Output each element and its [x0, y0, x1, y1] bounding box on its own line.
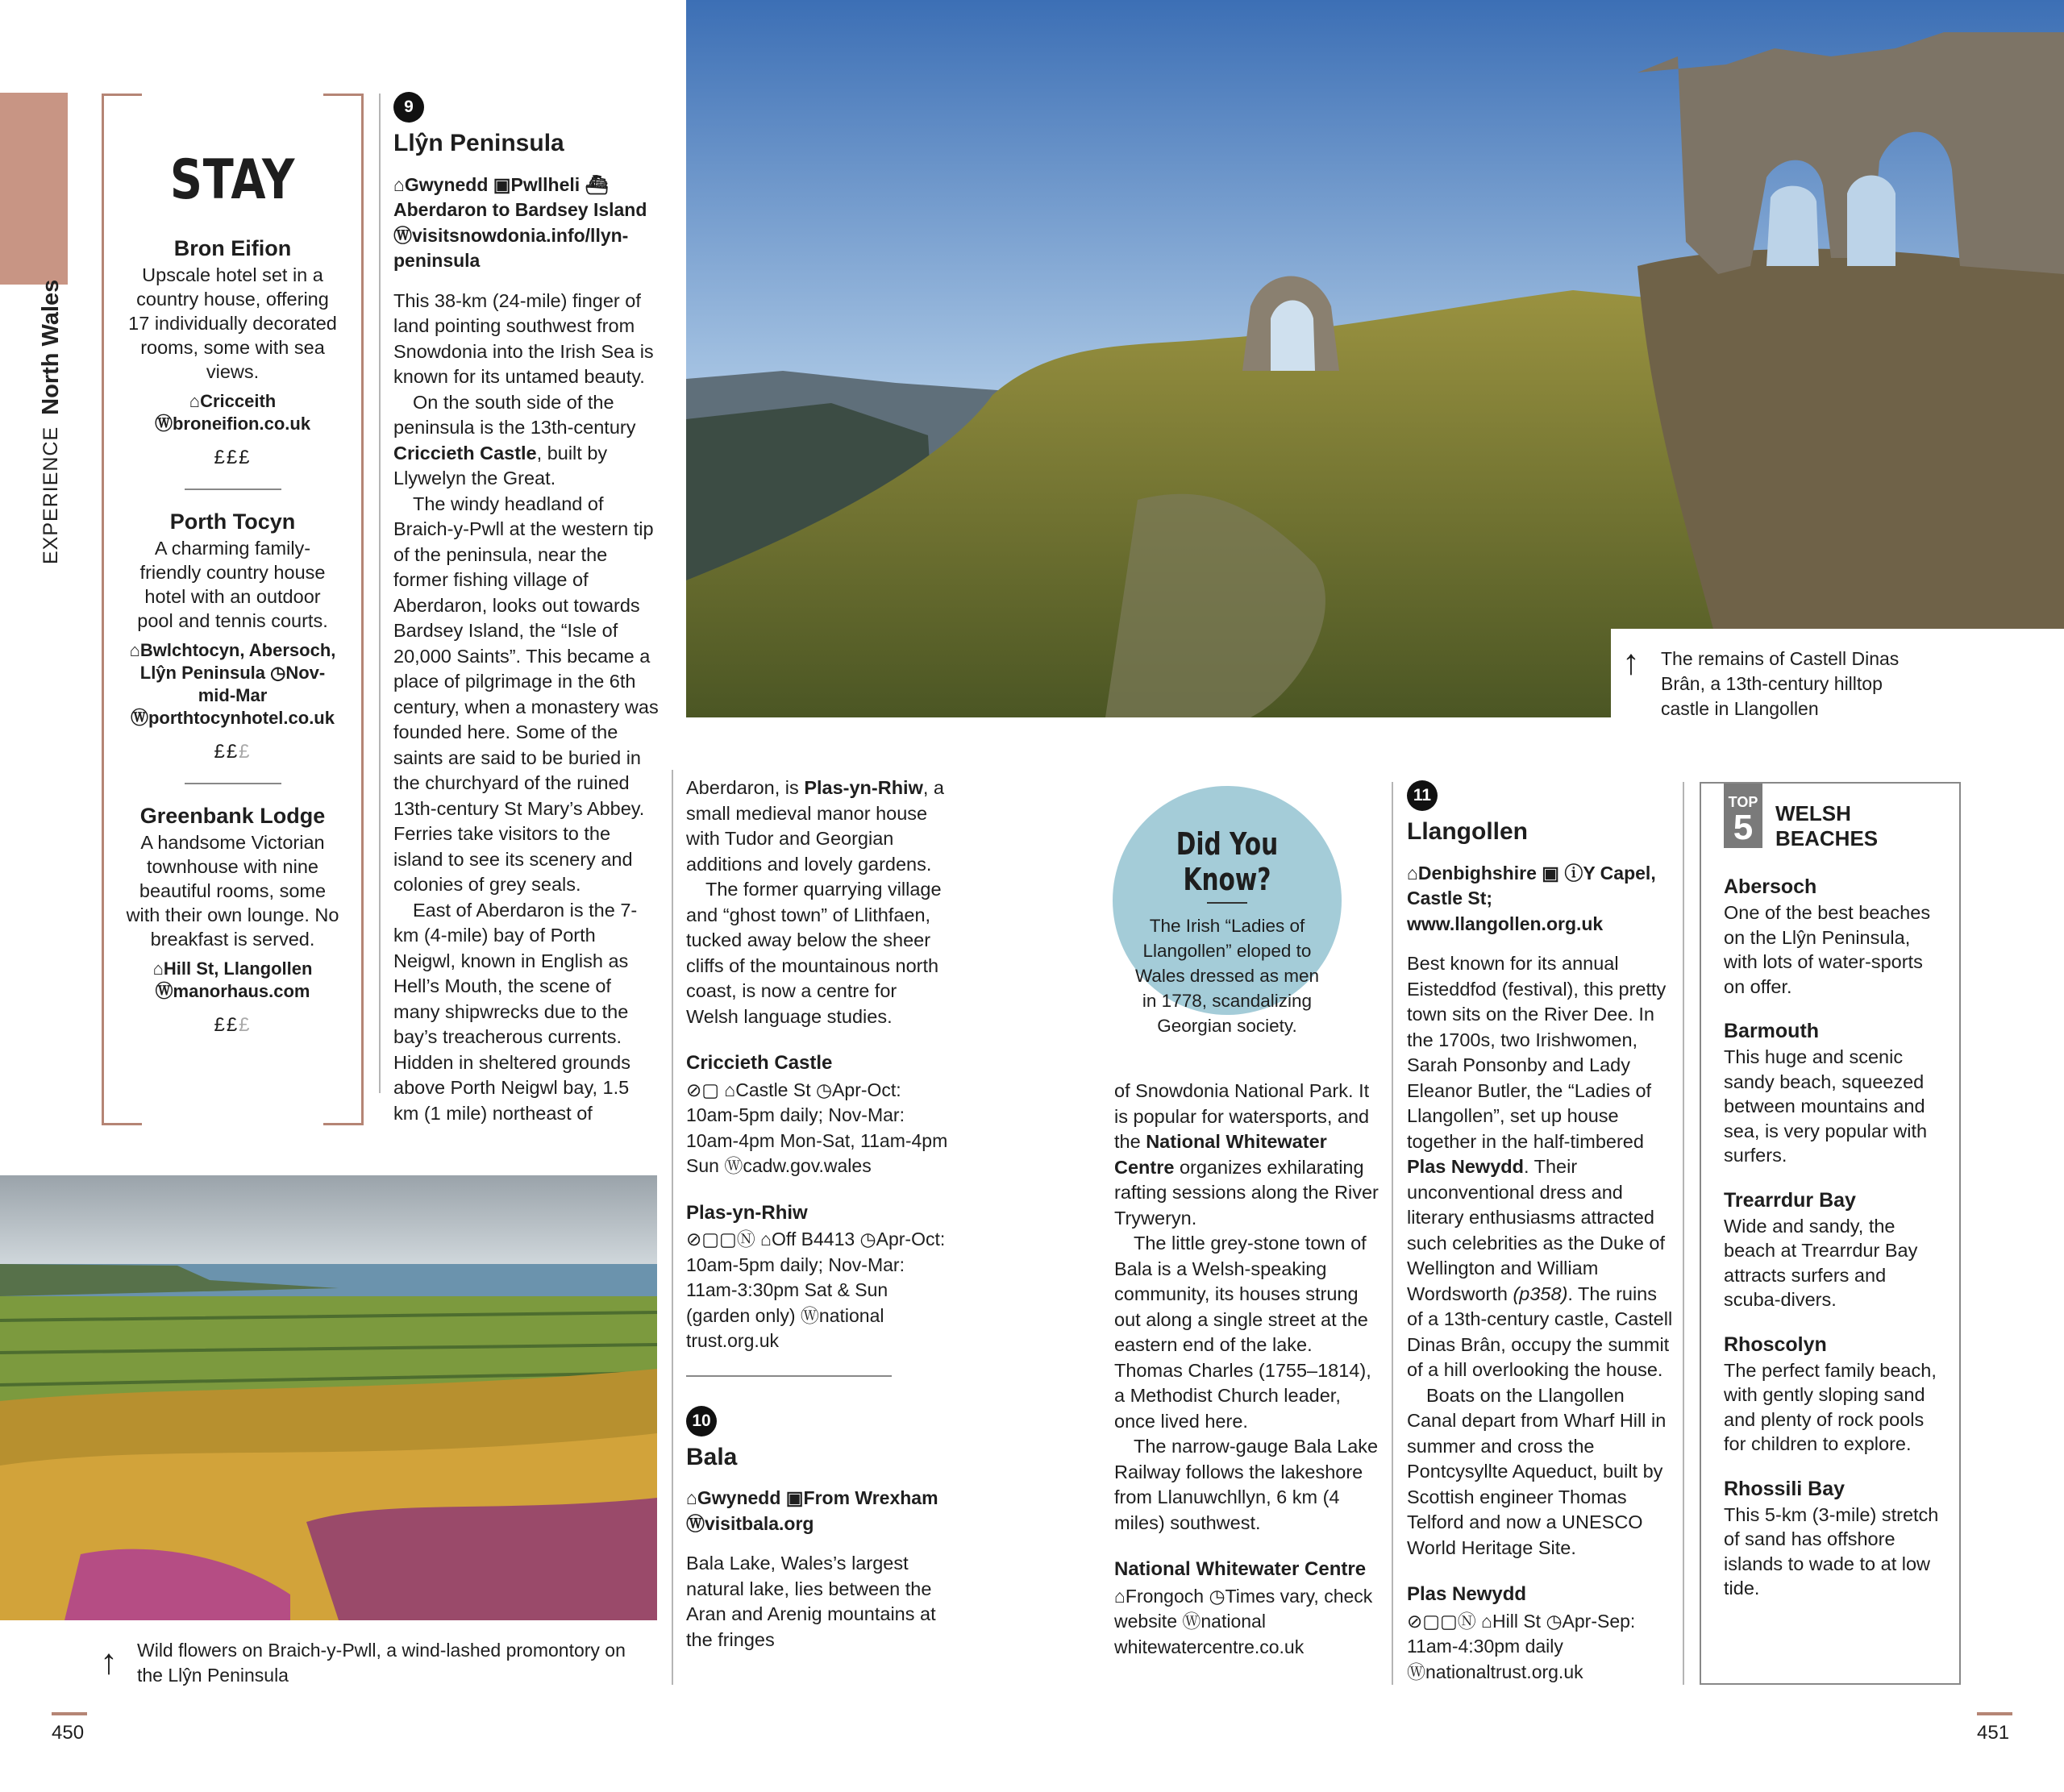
place-name: Criccieth Castle	[393, 442, 537, 464]
beach-item	[1724, 1478, 1943, 1601]
hotel-desc: A handsome Victorian townhouse with nine beautiful rooms, some with their own lounge. No breakfast is served.	[126, 832, 339, 950]
subheading: Criccieth Castle	[686, 1052, 833, 1074]
section-label	[32, 113, 69, 564]
subheading: National Whitewater Centre	[1114, 1558, 1367, 1580]
hotel-address: ⌂Hill St, Llangollen	[152, 958, 313, 979]
text: organizes exhilarating rafting sessions along the River Tryweryn.	[1114, 1156, 1379, 1229]
beach-item	[1724, 875, 1943, 999]
section-label-prefix: EXPERIENCE	[39, 426, 62, 564]
wildflowers-photo-illustration	[0, 1175, 657, 1620]
price-rating	[124, 1014, 341, 1037]
entry-info: ⊘▢▢Ⓝ ⌂Hill St ◷Apr-Sep: 11am-4:30pm daily Ⓦnationaltrust.org.uk	[1407, 1610, 1636, 1682]
page-number-rule	[1977, 1712, 2012, 1715]
entry-title: Llangollen	[1407, 818, 1528, 845]
hotel-name: Greenbank Lodge	[139, 804, 326, 828]
paragraph	[686, 775, 952, 877]
paragraph: Boats on the Llangollen Canal depart from Wharf Hill in summer and cross the Pontcysyllte Aqueduct, built by Scottish engineer Thomas Telford and now a UNESCO World Heritage Site.	[1407, 1384, 1667, 1558]
hotel-web-link[interactable]: Ⓦbroneifion.co.uk	[154, 414, 311, 434]
entry-title: Llŷn Peninsula	[393, 130, 564, 156]
did-you-know-circle	[1113, 786, 1342, 1036]
beach-name: Rhossili Bay	[1724, 1477, 1846, 1500]
text: , built by Llywelyn the Great.	[393, 442, 608, 489]
beach-desc: Wide and sandy, the beach at Trearrdur Bay attracts surfers and scuba-divers.	[1724, 1215, 1918, 1310]
divider	[686, 1375, 892, 1377]
page-number-right: 451	[1977, 1722, 2010, 1744]
col3-article	[1114, 1079, 1380, 1660]
entry-number-badge: 11	[1407, 780, 1438, 811]
paragraph: The little grey-stone town of Bala is a Welsh-speaking community, its houses strung out along a single street at the eastern end of the lake. Thomas Charles (1755–1814), a Methodist Church leader, once lived here.	[1114, 1233, 1371, 1432]
price-on: £££	[214, 447, 252, 468]
wildflowers-caption: Wild flowers on Braich-y-Pwll, a wind-lashed promontory on the Llŷn Peninsula	[137, 1640, 626, 1686]
hotel-web-link[interactable]: Ⓦmanorhaus.com	[155, 981, 310, 1001]
column-rule	[1683, 782, 1684, 1685]
divider	[1207, 902, 1247, 904]
hotel-web-link[interactable]: Ⓦporthtocynhotel.co.uk	[130, 708, 335, 728]
entry-info: ⌂Gwynedd ▣Pwllheli ⛴Aberdaron to Bardsey Island Ⓦvisitsnowdonia.info/llyn-peninsula	[393, 173, 647, 271]
beach-desc: One of the best beaches on the Llŷn Peninsula, with lots of water-sports on offer.	[1724, 902, 1931, 997]
hotel-desc: A charming family-friendly country house hotel with an outdoor pool and tennis courts.	[137, 538, 328, 631]
text: Aberdaron, is	[686, 777, 805, 798]
hotel-name: Bron Eifion	[173, 236, 292, 260]
paragraph	[1114, 1079, 1380, 1231]
hotel-address: ⌂Cricceith	[189, 391, 277, 411]
price-on: ££	[214, 741, 239, 763]
hotel-porth-tocyn	[124, 509, 341, 763]
entry-info: ⌂Frongoch ◷Times vary, check website Ⓦnational whitewatercentre.co.uk	[1114, 1585, 1373, 1657]
page-number-rule	[52, 1712, 87, 1715]
paragraph: Bala Lake, Wales’s largest natural lake, lies between the Aran and Arenig mountains at the fringes	[686, 1553, 936, 1650]
beach-name: Trearrdur Bay	[1724, 1188, 1856, 1212]
beach-name: Abersoch	[1724, 875, 1817, 898]
llangollen-article	[1407, 780, 1673, 1685]
text: Best known for its annual Eisteddfod (festival), this pretty town sits on the River Dee. In the 1700s, two Irishwomen, Sarah Ponsonby and Lady Eleanor Butler, the “Ladies of Llangollen”, set up house together in the half-timbered	[1407, 953, 1667, 1152]
hotel-address	[124, 639, 341, 707]
paragraph: The narrow-gauge Bala Lake Railway follows the lakeshore from Llanuwchllyn, 6 km (4 miles) southwest.	[1114, 1436, 1379, 1533]
castle-photo	[686, 0, 2064, 717]
paragraph: The former quarrying village and “ghost town” of Llithfaen, tucked away below the sheer cliffs of the mountainous north coast, is now a centre for Welsh language studies.	[686, 879, 942, 1027]
beach-name: Barmouth	[1724, 1020, 1820, 1042]
castle-photo-illustration	[686, 0, 2064, 717]
price-on: ££	[214, 1014, 239, 1036]
entry-number-badge: 10	[686, 1406, 717, 1437]
hotel-greenbank-lodge	[124, 804, 341, 1037]
text: . The ruins of a 13th-century castle, Castell Dinas Brân, occupy the summit of a hill overlooking the house.	[1407, 1283, 1673, 1380]
up-arrow-icon: ↑	[100, 1642, 118, 1682]
entry-info: ⊘▢▢Ⓝ ⌂Off B4413 ◷Apr-Oct: 10am-5pm daily; Nov-Mar: 11am-3:30pm Sat & Sun (garden only) Ⓦnational trust.org.uk	[686, 1229, 946, 1351]
column-rule	[1392, 782, 1393, 1685]
beach-list	[1724, 875, 1943, 1622]
subheading: Plas-yn-Rhiw	[686, 1201, 808, 1224]
paragraph	[393, 390, 660, 492]
stay-sidebar	[102, 94, 364, 1125]
beach-item	[1724, 1333, 1943, 1457]
divider	[185, 783, 281, 784]
beach-desc: This 5-km (3-mile) stretch of sand has offshore islands to wade to at low tide.	[1724, 1503, 1939, 1599]
paragraph	[1407, 951, 1673, 1383]
entry-info: ⌂Denbighshire ▣ ⓘY Capel, Castle St; www.llangollen.org.uk	[1407, 862, 1656, 934]
top5-title	[1775, 801, 1878, 851]
price-rating	[124, 447, 341, 469]
entry-info: ⊘▢ ⌂Castle St ◷Apr-Oct: 10am-5pm daily; Nov-Mar: 10am-4pm Mon-Sat, 11am-4pm Sun Ⓦcadw.gov.wales	[686, 1079, 948, 1176]
beach-name: Rhoscolyn	[1724, 1333, 1827, 1356]
place-name: Plas Newydd	[1407, 1156, 1524, 1177]
did-you-know-title: Did You Know?	[1176, 826, 1279, 897]
did-you-know-text: The Irish “Ladies of Llangollen” eloped to Wales dressed as men in 1778, scandalizing Georgian society.	[1134, 916, 1319, 1036]
text: On the south side of the peninsula is the 13th-century	[393, 391, 636, 438]
price-off: £	[239, 1014, 252, 1036]
text: . Their unconventional dress and literary enthusiasms attracted such celebrities as the Duke of Wellington and William Wordsworth	[1407, 1156, 1666, 1304]
entry-info: ⌂Gwynedd ▣From Wrexham Ⓦvisitbala.org	[686, 1487, 938, 1534]
section-label-region: North Wales	[37, 279, 64, 415]
place-name: National Whitewater Centre	[1114, 1131, 1327, 1178]
text: , a small medieval manor house with Tudor and Georgian additions and lovely gardens.	[686, 777, 945, 875]
price-rating	[124, 741, 341, 763]
text: of Snowdonia National Park. It is popular for watersports, and the	[1114, 1080, 1370, 1152]
top5-title-line: WELSH	[1775, 801, 1851, 825]
stay-title: STAY	[169, 148, 296, 212]
divider	[185, 489, 281, 490]
paragraph: The windy headland of Braich-y-Pwll at the western tip of the peninsula, near the former fishing village of Aberdaron, looks out towards Bardsey Island, the “Isle of 20,000 Saints”. This became a place of pilgrimage in the 6th century, when a monastery was founded here. Some of the saints are said to be buried in the churchyard of the ruined 13th-century St Mary’s Abbey. Ferries take visitors to the island to see its scenery and colonies of grey seals.	[393, 493, 659, 895]
top5-badge	[1724, 784, 1762, 848]
top5-badge-number: 5	[1733, 808, 1754, 847]
llyn-peninsula-article	[393, 92, 660, 1126]
entry-title: Bala	[686, 1443, 738, 1470]
hotel-name: Porth Tocyn	[169, 509, 296, 534]
hotel-address-text: ⌂Bwlchtocyn, Abersoch, Llŷn Peninsula	[129, 640, 336, 683]
place-name: Plas-yn-Rhiw	[804, 777, 923, 798]
paragraph: East of Aberdaron is the 7-km (4-mile) bay of Porth Neigwl, known in English as Hell’s Mouth, the scene of many shipwrecks due to the bay’s treacherous currents. Hidden in sheltered grounds above Porth Neigwl bay, 1.5 km (1 mile) northeast of	[393, 899, 638, 1124]
up-arrow-icon: ↑	[1622, 642, 1640, 682]
entry-number-badge: 9	[393, 92, 424, 123]
page-number-left: 450	[52, 1722, 85, 1744]
hotel-bron-eifion	[124, 236, 341, 469]
col2-article	[686, 775, 952, 1653]
paragraph: This 38-km (24-mile) finger of land pointing southwest from Snowdonia into the Irish Sea is known for its untamed beauty.	[393, 289, 654, 387]
hotel-desc: Upscale hotel set in a country house, offering 17 individually decorated rooms, some with sea views.	[128, 264, 337, 382]
beach-desc: This huge and scenic sandy beach, squeezed between mountains and sea, is very popular with surfers.	[1724, 1046, 1928, 1166]
hotel-season: ◷Nov-mid-Mar	[198, 663, 326, 705]
subheading: Plas Newydd	[1407, 1583, 1527, 1605]
wildflowers-photo	[0, 1175, 657, 1620]
beach-desc: The perfect family beach, with gently sloping sand and plenty of rock pools for children to explore.	[1724, 1359, 1937, 1454]
column-rule	[379, 94, 381, 1093]
top5-badge-label: TOP	[1728, 794, 1758, 810]
page-reference: (p358)	[1513, 1283, 1568, 1304]
top5-welsh-beaches-box	[1700, 782, 1961, 1685]
beach-item	[1724, 1189, 1943, 1312]
castle-caption: The remains of Castell Dinas Brân, a 13th-century hilltop castle in Llangollen	[1661, 648, 1900, 719]
beach-item	[1724, 1020, 1943, 1168]
top5-title-line: BEACHES	[1775, 826, 1879, 850]
price-off: £	[239, 741, 252, 763]
column-rule	[672, 770, 673, 1685]
